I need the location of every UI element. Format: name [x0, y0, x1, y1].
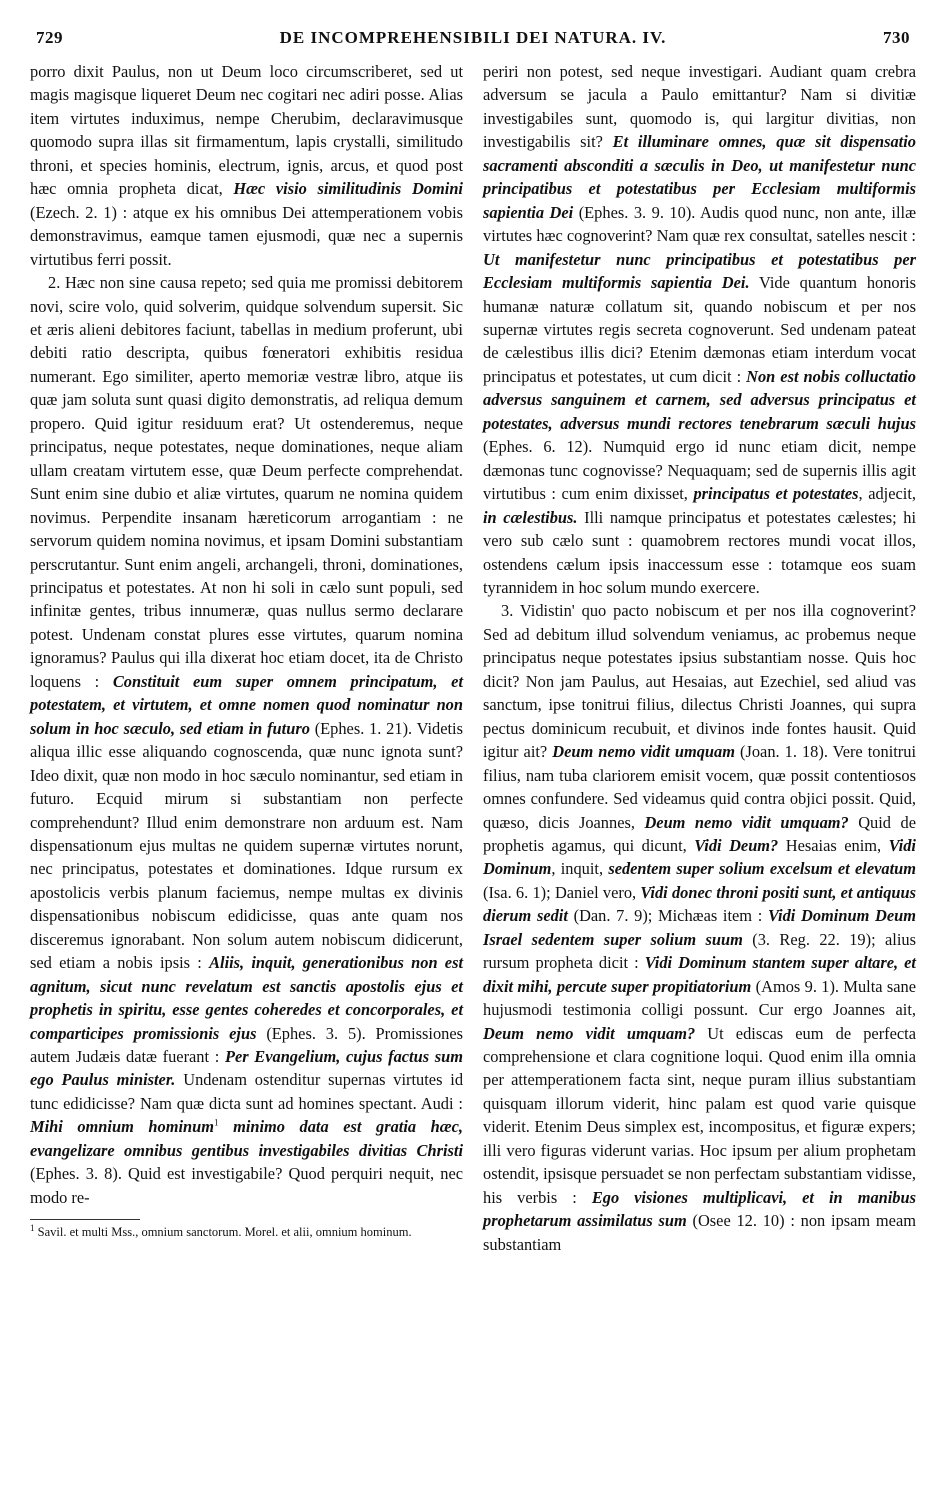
text-run: (Ephes. 1. 21). Videtis aliqua illic esse aliquando cognoscenda, quæ nunc ignota sunt? Ideo dixit, quæ non modo in hoc sæculo nominantur, sed etiam in futuro. Ecquid mirum si substantiam non perfecte comprehendunt? Illud enim demonstrare non arduum est. Nam dispensationum ejus multas ne quidem supernæ virtutes norunt, nec principatus, potestates et dominationes. Idque rursum ex apostolicis verbis planum faciemus, nempe multas ex divinis dispensationibus nobiscum edidicisse, quas ante quam nos disceremus ignorabant. Non solum autem nobiscum didicerunt, sed etiam a nobis ipsis :: [30, 718, 463, 973]
quotation: Deum nemo vidit umquam: [552, 742, 735, 762]
quotation: Deum nemo vidit umquam?: [483, 1023, 696, 1043]
quotation: Vidi Dominum stantem super altare, et dixit mihi, percute super propitiatorium: [483, 953, 916, 996]
quotation: Vidi donec throni positi sunt, et antiquus dierum sedit: [483, 882, 916, 926]
quotation: Vidi Dominum: [483, 835, 916, 879]
quotation: Non est nobis colluctatio adversus sanguinem et carnem, sed adversus principatus et potestates, adversus mundi rectores tenebrarum sæculi hujus: [483, 366, 916, 433]
text-run: (Amos 9. 1). Multa sane hujusmodi testimonia colligi possunt. Cur ergo Joannes ait,: [483, 976, 916, 1020]
text-run: , adjecit,: [858, 484, 916, 504]
text-run: 3. Vidistin' quo pacto nobiscum et per nos illa cognoverint? Sed ad debitum illud solvendum veniamus, ac probemus neque principatus neque potestates ipsius substantiam nosse. Quis hoc dicit? Non jam Paulus, aut Hesaias, aut Ezechiel, sed aliud vas sanctum, ipse tonitrui filius, dilectus Christi Joannes, qui supra pectus dominicum recubuit, et divinos inde fontes hausit. Quid igitur ait?: [483, 601, 916, 762]
page-number-left: 729: [36, 28, 63, 47]
quotation: Aliis, inquit, generationibus non est agnitum, sicut nunc revelatum est sanctis apostolis ejus et prophetis in spiritu, esse gentes coheredes et concorporales, et comparticipes promissionis ejus: [30, 953, 463, 1043]
text-run: (Osee 12. 10) : non ipsam meam substantiam: [483, 1211, 916, 1254]
text-columns: [30, 60, 916, 1256]
text-run: , inquit,: [551, 859, 609, 879]
footnote-text: Savil. et multi Mss., omnium sanctorum. Morel. et alii, omnium hominum.: [34, 1225, 412, 1240]
text-run: (Dan. 7. 9); Michæas item :: [567, 906, 768, 926]
quotation: Ego visiones multiplicavi, et in manibus prophetarum assimilatus sum: [483, 1187, 916, 1231]
quotation: Ut manifestetur nunc principatibus et potestatibus per Ecclesiam multiformis sapientia Dei.: [483, 249, 916, 293]
text-run: (Ephes. 6. 12). Numquid ergo id nunc etiam dicit, nempe dæmonas tunc cognovisse? Nequaquam; sed de supernis illis agit virtutibus : cum enim dixisset,: [483, 437, 916, 504]
text-run: Quid de prophetis agamus, qui dicunt,: [483, 812, 916, 855]
text-run: Ut ediscas eum de perfecta comprehensione et clara cognitione loqui. Quod enim illa omnia per attemperationem facta sint, neque puram illius substantiam quisquam illorum viderit, hinc palam est quod varie quisque viderit. Etenim Deus simplex est, incompositus, et figuræ expers; illi vero figuras viderunt varias. Hoc ipsum per alium prophetam ostendit, ipsisque persuadet se non perfectam substantiam vidisse, his verbis :: [483, 1023, 916, 1207]
text-run: (Isa. 6. 1); Daniel vero,: [483, 882, 641, 902]
running-title: DE INCOMPREHENSIBILI DEI NATURA. IV.: [279, 28, 667, 47]
text-run: Undenam ostenditur supernas virtutes id tunc edidicisse? Nam quæ dicta sunt ad homines spectant. Audi :: [30, 1070, 464, 1113]
quotation: Et illuminare omnes, quæ sit dispensatio sacramenti absconditi a sæculis in Deo, ut manifestetur nunc principatibus et potestatibus per Ecclesiam multiformis sapientia Dei: [483, 132, 916, 222]
text-run: Vide quantum honoris humanæ naturæ collatum sit, quando nobiscum et per nos supernæ virtutes regis secreta cognoverunt. Sed undenam pateat de cælestibus illis dici? Etenim dæmonas etiam interdum vocat principatus et potestates, ut cum dicit :: [483, 273, 916, 386]
quotation: Deum nemo vidit umquam?: [644, 812, 849, 832]
text-run: (Ephes. 3. 9. 10). Audis quod nunc, non ante, illæ virtutes hæc cognoverint? Nam quæ rex consultat, satelles nescit :: [483, 202, 917, 246]
text-run: (Ezech. 2. 1) : atque ex his omnibus Dei attemperationem vobis demonstravimus, eamque tamen ejusmodi, quæ nec a supernis virtutibus ferri possit.: [30, 202, 463, 269]
paragraph: [483, 599, 916, 1256]
footnote: [30, 1224, 463, 1240]
text-run: Illi namque principatus et potestates cælestes; hi vero sub cælo sunt : quamobrem rectores mundi vocat illos, ostendens cælum ipsis inaccessum esse : totamque eos suam tyrannidem in hoc solum mundo exercere.: [483, 507, 917, 597]
footnote-number: 1: [30, 1223, 35, 1234]
text-run: periri non potest, sed neque investigari. Audiant quam crebra adversum se jacula a Paulo emittantur? Nam si divitiæ investigabiles sunt, quomodo is, qui largitur divitias, non investigabilis sit?: [483, 62, 916, 152]
footnote-mark: 1: [214, 1117, 219, 1128]
quotation: Vidi Deum?: [694, 835, 779, 855]
paragraph: [30, 271, 463, 1209]
text-run: (Joan. 1. 18). Vere tonitrui filius, nam tuba clariorem emisit vocem, quæ possit contentiosos omnes confundere. Sed videamus quid contra objici possit. Quid, quæso, dicis Joannes,: [483, 742, 917, 832]
quotation: sedentem super solium excelsum et elevatum: [608, 859, 916, 879]
paragraph: [30, 60, 463, 271]
quotation: Per Evangelium, cujus factus sum ego Paulus minister.: [30, 1047, 464, 1090]
quotation: Vidi Dominum Deum Israel sedentem super solium suum: [483, 906, 916, 949]
right-column: [483, 60, 916, 1256]
text-run: (3. Reg. 22. 19); alius rursum propheta dicit :: [483, 929, 916, 973]
quotation: in cælestibus.: [483, 507, 578, 527]
text-run: (Ephes. 3. 8). Quid est investigabile? Quod perquiri nequit, nec modo re-: [30, 1164, 463, 1207]
page-number-right: 730: [883, 28, 910, 47]
text-run: (Ephes. 3. 5). Promissiones autem Judæis datæ fuerant :: [30, 1023, 463, 1067]
quotation: Mihi omnium hominum: [30, 1117, 214, 1137]
paragraph: [483, 60, 916, 599]
footnote-rule: [30, 1219, 140, 1220]
quotation: Hæc visio similitudinis Domini: [233, 179, 463, 199]
text-run: Hesaias enim,: [778, 835, 889, 855]
quotation: minimo data est gratia hæc, evangelizare omnibus gentibus investigabiles divitias Christi: [30, 1117, 463, 1160]
running-head: [30, 28, 916, 60]
left-column: [30, 60, 463, 1256]
quotation: Constituit eum super omnem principatum, et potestatem, et virtutem, et omne nomen quod nominatur non solum in hoc sæculo, sed etiam in futuro: [30, 671, 463, 738]
text-run: porro dixit Paulus, non ut Deum loco circumscriberet, sed ut magis magisque liqueret Deum nec cogitari nec adiri posse. Alias item virtutes induximus, nempe Cherubim, declaravimusque quomodo supra illas sit firmamentum, lapis crystalli, similitudo throni, et species hominis, electrum, ignis, arcus, et quod post hæc omnia propheta dicat,: [30, 62, 463, 199]
text-run: 2. Hæc non sine causa repeto; sed quia me promissi debitorem novi, scire volo, quid solverim, quidque solvendum supersit. Sic et æris alieni debitores faciunt, tabellas in medium proferunt, ubi debiti ratio descripta, quibus fœneratori exhibitis residua numerant. Ego similiter, aperto memoriæ vestræ libro, atque iis quæ jam soluta sunt quasi digito demonstratis, ad reliqua demum propero. Quid igitur residuum erat? Ut ostenderemus, neque principatus, neque potestates, neque dominationes, neque aliam ullam creatam virtutem esse, quæ Deum perfecte comprehendat. Sunt enim sine dubio et aliæ virtutes, quarum ne nomina quidem novimus. Perpendite insanam hæreticorum arrogantiam : ne servorum quidem nomina novimus, et ipsam Domini substantiam perscrutantur. Sunt enim angeli, archangeli, throni, dominationes, principatus et potestates. At non hi soli in cælo sunt populi, sed infinitæ gentes, tribus innumeræ, quas nullus sermo declarare potest. Undenam constat plures esse virtutes, quarum nomina ignoramus? Paulus qui illa dixerat hoc etiam docet, ita de Christo loquens :: [30, 273, 463, 691]
quotation: principatus et potestates: [693, 484, 859, 504]
